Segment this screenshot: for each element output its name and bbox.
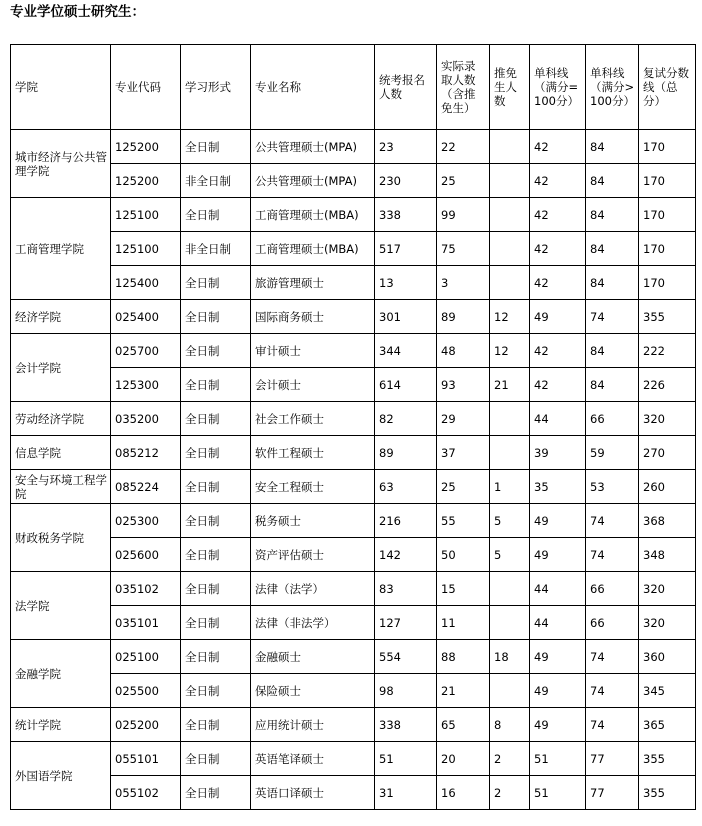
cell-subject-line-gt100: 84 <box>586 164 639 198</box>
cell-admitted: 55 <box>437 504 490 538</box>
cell-major-code: 025400 <box>111 300 181 334</box>
cell-total-line: 170 <box>639 198 696 232</box>
table-row <box>11 164 696 198</box>
cell-applicants: 554 <box>375 640 437 674</box>
cell-major-name: 工商管理硕士(MBA) <box>251 198 375 232</box>
cell-applicants: 614 <box>375 368 437 402</box>
cell-admitted: 99 <box>437 198 490 232</box>
cell-subject-line-gt100: 74 <box>586 640 639 674</box>
cell-subject-line-100: 35 <box>530 470 586 504</box>
cell-subject-line-gt100: 84 <box>586 232 639 266</box>
cell-applicants: 13 <box>375 266 437 300</box>
table-row <box>11 708 696 742</box>
column-header-subject-line-gt100: 单科线（满分>100分） <box>586 45 639 130</box>
cell-applicants: 230 <box>375 164 437 198</box>
cell-major-code: 025100 <box>111 640 181 674</box>
cell-study-mode: 全日制 <box>181 606 251 640</box>
cell-admitted: 48 <box>437 334 490 368</box>
cell-subject-line-100: 49 <box>530 674 586 708</box>
cell-subject-line-100: 39 <box>530 436 586 470</box>
cell-subject-line-100: 42 <box>530 164 586 198</box>
cell-college: 工商管理学院 <box>11 198 111 300</box>
cell-major-name: 法律（法学） <box>251 572 375 606</box>
table-header <box>11 45 696 130</box>
cell-subject-line-100: 49 <box>530 538 586 572</box>
cell-recommended <box>490 402 530 436</box>
cell-admitted: 16 <box>437 776 490 810</box>
table-row <box>11 538 696 572</box>
cell-applicants: 301 <box>375 300 437 334</box>
column-header-major-code: 专业代码 <box>111 45 181 130</box>
cell-major-code: 025700 <box>111 334 181 368</box>
cell-study-mode: 全日制 <box>181 368 251 402</box>
cell-study-mode: 全日制 <box>181 742 251 776</box>
header-row <box>11 45 696 130</box>
cell-college: 城市经济与公共管理学院 <box>11 130 111 198</box>
cell-major-name: 软件工程硕士 <box>251 436 375 470</box>
cell-study-mode: 全日制 <box>181 198 251 232</box>
cell-subject-line-gt100: 53 <box>586 470 639 504</box>
cell-study-mode: 全日制 <box>181 130 251 164</box>
cell-college: 外国语学院 <box>11 742 111 810</box>
cell-subject-line-gt100: 84 <box>586 334 639 368</box>
cell-major-name: 资产评估硕士 <box>251 538 375 572</box>
cell-total-line: 355 <box>639 776 696 810</box>
cell-subject-line-100: 42 <box>530 232 586 266</box>
table-row <box>11 742 696 776</box>
cell-subject-line-gt100: 77 <box>586 776 639 810</box>
cell-study-mode: 全日制 <box>181 572 251 606</box>
cell-major-code: 025200 <box>111 708 181 742</box>
cell-major-name: 安全工程硕士 <box>251 470 375 504</box>
cell-study-mode: 非全日制 <box>181 164 251 198</box>
cell-total-line: 170 <box>639 266 696 300</box>
cell-total-line: 270 <box>639 436 696 470</box>
cell-recommended <box>490 130 530 164</box>
cell-total-line: 355 <box>639 300 696 334</box>
cell-subject-line-gt100: 84 <box>586 130 639 164</box>
cell-major-code: 085224 <box>111 470 181 504</box>
cell-applicants: 517 <box>375 232 437 266</box>
cell-major-code: 035200 <box>111 402 181 436</box>
column-header-admitted: 实际录取人数（含推免生） <box>437 45 490 130</box>
cell-subject-line-100: 51 <box>530 742 586 776</box>
cell-applicants: 344 <box>375 334 437 368</box>
cell-applicants: 89 <box>375 436 437 470</box>
cell-total-line: 320 <box>639 572 696 606</box>
cell-applicants: 216 <box>375 504 437 538</box>
table-row <box>11 470 696 504</box>
cell-major-name: 保险硕士 <box>251 674 375 708</box>
cell-major-code: 025600 <box>111 538 181 572</box>
cell-recommended: 12 <box>490 334 530 368</box>
cell-major-code: 025300 <box>111 504 181 538</box>
cell-applicants: 63 <box>375 470 437 504</box>
cell-total-line: 365 <box>639 708 696 742</box>
cell-admitted: 50 <box>437 538 490 572</box>
cell-admitted: 21 <box>437 674 490 708</box>
cell-applicants: 127 <box>375 606 437 640</box>
cell-applicants: 338 <box>375 198 437 232</box>
cell-major-name: 旅游管理硕士 <box>251 266 375 300</box>
cell-total-line: 226 <box>639 368 696 402</box>
cell-recommended <box>490 606 530 640</box>
cell-major-code: 035101 <box>111 606 181 640</box>
cell-major-name: 法律（非法学） <box>251 606 375 640</box>
cell-total-line: 170 <box>639 232 696 266</box>
cell-applicants: 23 <box>375 130 437 164</box>
column-header-college: 学院 <box>11 45 111 130</box>
cell-total-line: 222 <box>639 334 696 368</box>
cell-college: 统计学院 <box>11 708 111 742</box>
cell-major-name: 英语口译硕士 <box>251 776 375 810</box>
cell-subject-line-gt100: 74 <box>586 674 639 708</box>
cell-total-line: 170 <box>639 164 696 198</box>
cell-recommended: 2 <box>490 742 530 776</box>
cell-college: 会计学院 <box>11 334 111 402</box>
cell-total-line: 320 <box>639 402 696 436</box>
cell-recommended <box>490 232 530 266</box>
table-row <box>11 504 696 538</box>
table-row <box>11 572 696 606</box>
cell-major-code: 055101 <box>111 742 181 776</box>
cell-study-mode: 全日制 <box>181 402 251 436</box>
cell-college: 安全与环境工程学院 <box>11 470 111 504</box>
cell-total-line: 170 <box>639 130 696 164</box>
cell-subject-line-gt100: 84 <box>586 198 639 232</box>
cell-admitted: 25 <box>437 470 490 504</box>
cell-study-mode: 全日制 <box>181 334 251 368</box>
cell-total-line: 260 <box>639 470 696 504</box>
cell-applicants: 31 <box>375 776 437 810</box>
cell-study-mode: 全日制 <box>181 436 251 470</box>
column-header-recommended: 推免生人数 <box>490 45 530 130</box>
cell-recommended <box>490 674 530 708</box>
cell-major-code: 125200 <box>111 164 181 198</box>
cell-subject-line-100: 42 <box>530 130 586 164</box>
cell-recommended <box>490 164 530 198</box>
cell-total-line: 355 <box>639 742 696 776</box>
cell-recommended <box>490 198 530 232</box>
cell-subject-line-gt100: 66 <box>586 402 639 436</box>
cell-applicants: 142 <box>375 538 437 572</box>
cell-subject-line-100: 42 <box>530 198 586 232</box>
cell-recommended: 12 <box>490 300 530 334</box>
cell-applicants: 51 <box>375 742 437 776</box>
cell-subject-line-100: 44 <box>530 402 586 436</box>
cell-major-code: 025500 <box>111 674 181 708</box>
column-header-study-mode: 学习形式 <box>181 45 251 130</box>
table-row <box>11 402 696 436</box>
cell-subject-line-100: 49 <box>530 504 586 538</box>
cell-applicants: 83 <box>375 572 437 606</box>
table-row <box>11 368 696 402</box>
cell-recommended: 21 <box>490 368 530 402</box>
cell-recommended: 18 <box>490 640 530 674</box>
cell-major-name: 金融硕士 <box>251 640 375 674</box>
cell-subject-line-100: 49 <box>530 708 586 742</box>
cell-admitted: 89 <box>437 300 490 334</box>
cell-major-code: 125400 <box>111 266 181 300</box>
cell-study-mode: 全日制 <box>181 776 251 810</box>
cell-recommended: 1 <box>490 470 530 504</box>
cell-recommended <box>490 572 530 606</box>
cell-major-code: 125100 <box>111 232 181 266</box>
cell-admitted: 3 <box>437 266 490 300</box>
cell-subject-line-gt100: 59 <box>586 436 639 470</box>
admissions-table <box>10 44 696 810</box>
table-row <box>11 334 696 368</box>
cell-major-code: 085212 <box>111 436 181 470</box>
cell-major-code: 125200 <box>111 130 181 164</box>
cell-subject-line-gt100: 77 <box>586 742 639 776</box>
cell-major-name: 会计硕士 <box>251 368 375 402</box>
cell-college: 金融学院 <box>11 640 111 708</box>
cell-subject-line-100: 44 <box>530 572 586 606</box>
cell-subject-line-100: 44 <box>530 606 586 640</box>
cell-major-name: 审计硕士 <box>251 334 375 368</box>
cell-admitted: 65 <box>437 708 490 742</box>
cell-admitted: 20 <box>437 742 490 776</box>
cell-admitted: 75 <box>437 232 490 266</box>
table-row <box>11 198 696 232</box>
cell-recommended: 5 <box>490 504 530 538</box>
table-body <box>11 130 696 810</box>
table-row <box>11 606 696 640</box>
cell-major-name: 公共管理硕士(MPA) <box>251 164 375 198</box>
cell-recommended: 2 <box>490 776 530 810</box>
table-row <box>11 130 696 164</box>
cell-applicants: 338 <box>375 708 437 742</box>
table-row <box>11 776 696 810</box>
table-row <box>11 640 696 674</box>
cell-recommended: 5 <box>490 538 530 572</box>
cell-admitted: 22 <box>437 130 490 164</box>
column-header-applicants: 统考报名人数 <box>375 45 437 130</box>
cell-subject-line-gt100: 74 <box>586 538 639 572</box>
table-row <box>11 266 696 300</box>
column-header-subject-line-100: 单科线（满分=100分） <box>530 45 586 130</box>
cell-study-mode: 全日制 <box>181 504 251 538</box>
cell-applicants: 98 <box>375 674 437 708</box>
cell-subject-line-gt100: 74 <box>586 300 639 334</box>
cell-major-name: 社会工作硕士 <box>251 402 375 436</box>
table-row <box>11 232 696 266</box>
cell-admitted: 25 <box>437 164 490 198</box>
cell-admitted: 15 <box>437 572 490 606</box>
cell-college: 经济学院 <box>11 300 111 334</box>
cell-subject-line-100: 42 <box>530 266 586 300</box>
cell-major-name: 国际商务硕士 <box>251 300 375 334</box>
cell-college: 信息学院 <box>11 436 111 470</box>
page-title: 专业学位硕士研究生： <box>10 4 145 20</box>
cell-subject-line-gt100: 84 <box>586 368 639 402</box>
cell-subject-line-100: 49 <box>530 640 586 674</box>
cell-study-mode: 全日制 <box>181 538 251 572</box>
cell-admitted: 11 <box>437 606 490 640</box>
cell-admitted: 29 <box>437 402 490 436</box>
cell-major-name: 英语笔译硕士 <box>251 742 375 776</box>
cell-admitted: 37 <box>437 436 490 470</box>
table-row <box>11 300 696 334</box>
cell-study-mode: 全日制 <box>181 640 251 674</box>
table-row <box>11 436 696 470</box>
cell-subject-line-100: 42 <box>530 334 586 368</box>
cell-total-line: 345 <box>639 674 696 708</box>
cell-major-code: 055102 <box>111 776 181 810</box>
cell-college: 劳动经济学院 <box>11 402 111 436</box>
cell-college: 财政税务学院 <box>11 504 111 572</box>
cell-major-code: 125300 <box>111 368 181 402</box>
cell-subject-line-gt100: 74 <box>586 504 639 538</box>
cell-subject-line-100: 49 <box>530 300 586 334</box>
cell-major-name: 应用统计硕士 <box>251 708 375 742</box>
cell-total-line: 320 <box>639 606 696 640</box>
cell-recommended <box>490 266 530 300</box>
cell-study-mode: 全日制 <box>181 470 251 504</box>
cell-applicants: 82 <box>375 402 437 436</box>
cell-study-mode: 全日制 <box>181 674 251 708</box>
admissions-table-container <box>10 44 695 810</box>
cell-study-mode: 全日制 <box>181 266 251 300</box>
cell-recommended <box>490 436 530 470</box>
cell-subject-line-gt100: 74 <box>586 708 639 742</box>
cell-subject-line-gt100: 66 <box>586 572 639 606</box>
table-row <box>11 674 696 708</box>
column-header-major-name: 专业名称 <box>251 45 375 130</box>
cell-total-line: 360 <box>639 640 696 674</box>
cell-total-line: 348 <box>639 538 696 572</box>
cell-major-name: 公共管理硕士(MPA) <box>251 130 375 164</box>
cell-study-mode: 非全日制 <box>181 232 251 266</box>
cell-total-line: 368 <box>639 504 696 538</box>
cell-major-name: 工商管理硕士(MBA) <box>251 232 375 266</box>
cell-subject-line-gt100: 84 <box>586 266 639 300</box>
cell-study-mode: 全日制 <box>181 300 251 334</box>
cell-admitted: 93 <box>437 368 490 402</box>
cell-major-code: 035102 <box>111 572 181 606</box>
cell-subject-line-gt100: 66 <box>586 606 639 640</box>
cell-admitted: 88 <box>437 640 490 674</box>
cell-major-code: 125100 <box>111 198 181 232</box>
cell-college: 法学院 <box>11 572 111 640</box>
column-header-total-line: 复试分数线（总分） <box>639 45 696 130</box>
cell-subject-line-100: 51 <box>530 776 586 810</box>
cell-major-name: 税务硕士 <box>251 504 375 538</box>
cell-recommended: 8 <box>490 708 530 742</box>
cell-study-mode: 全日制 <box>181 708 251 742</box>
cell-subject-line-100: 42 <box>530 368 586 402</box>
